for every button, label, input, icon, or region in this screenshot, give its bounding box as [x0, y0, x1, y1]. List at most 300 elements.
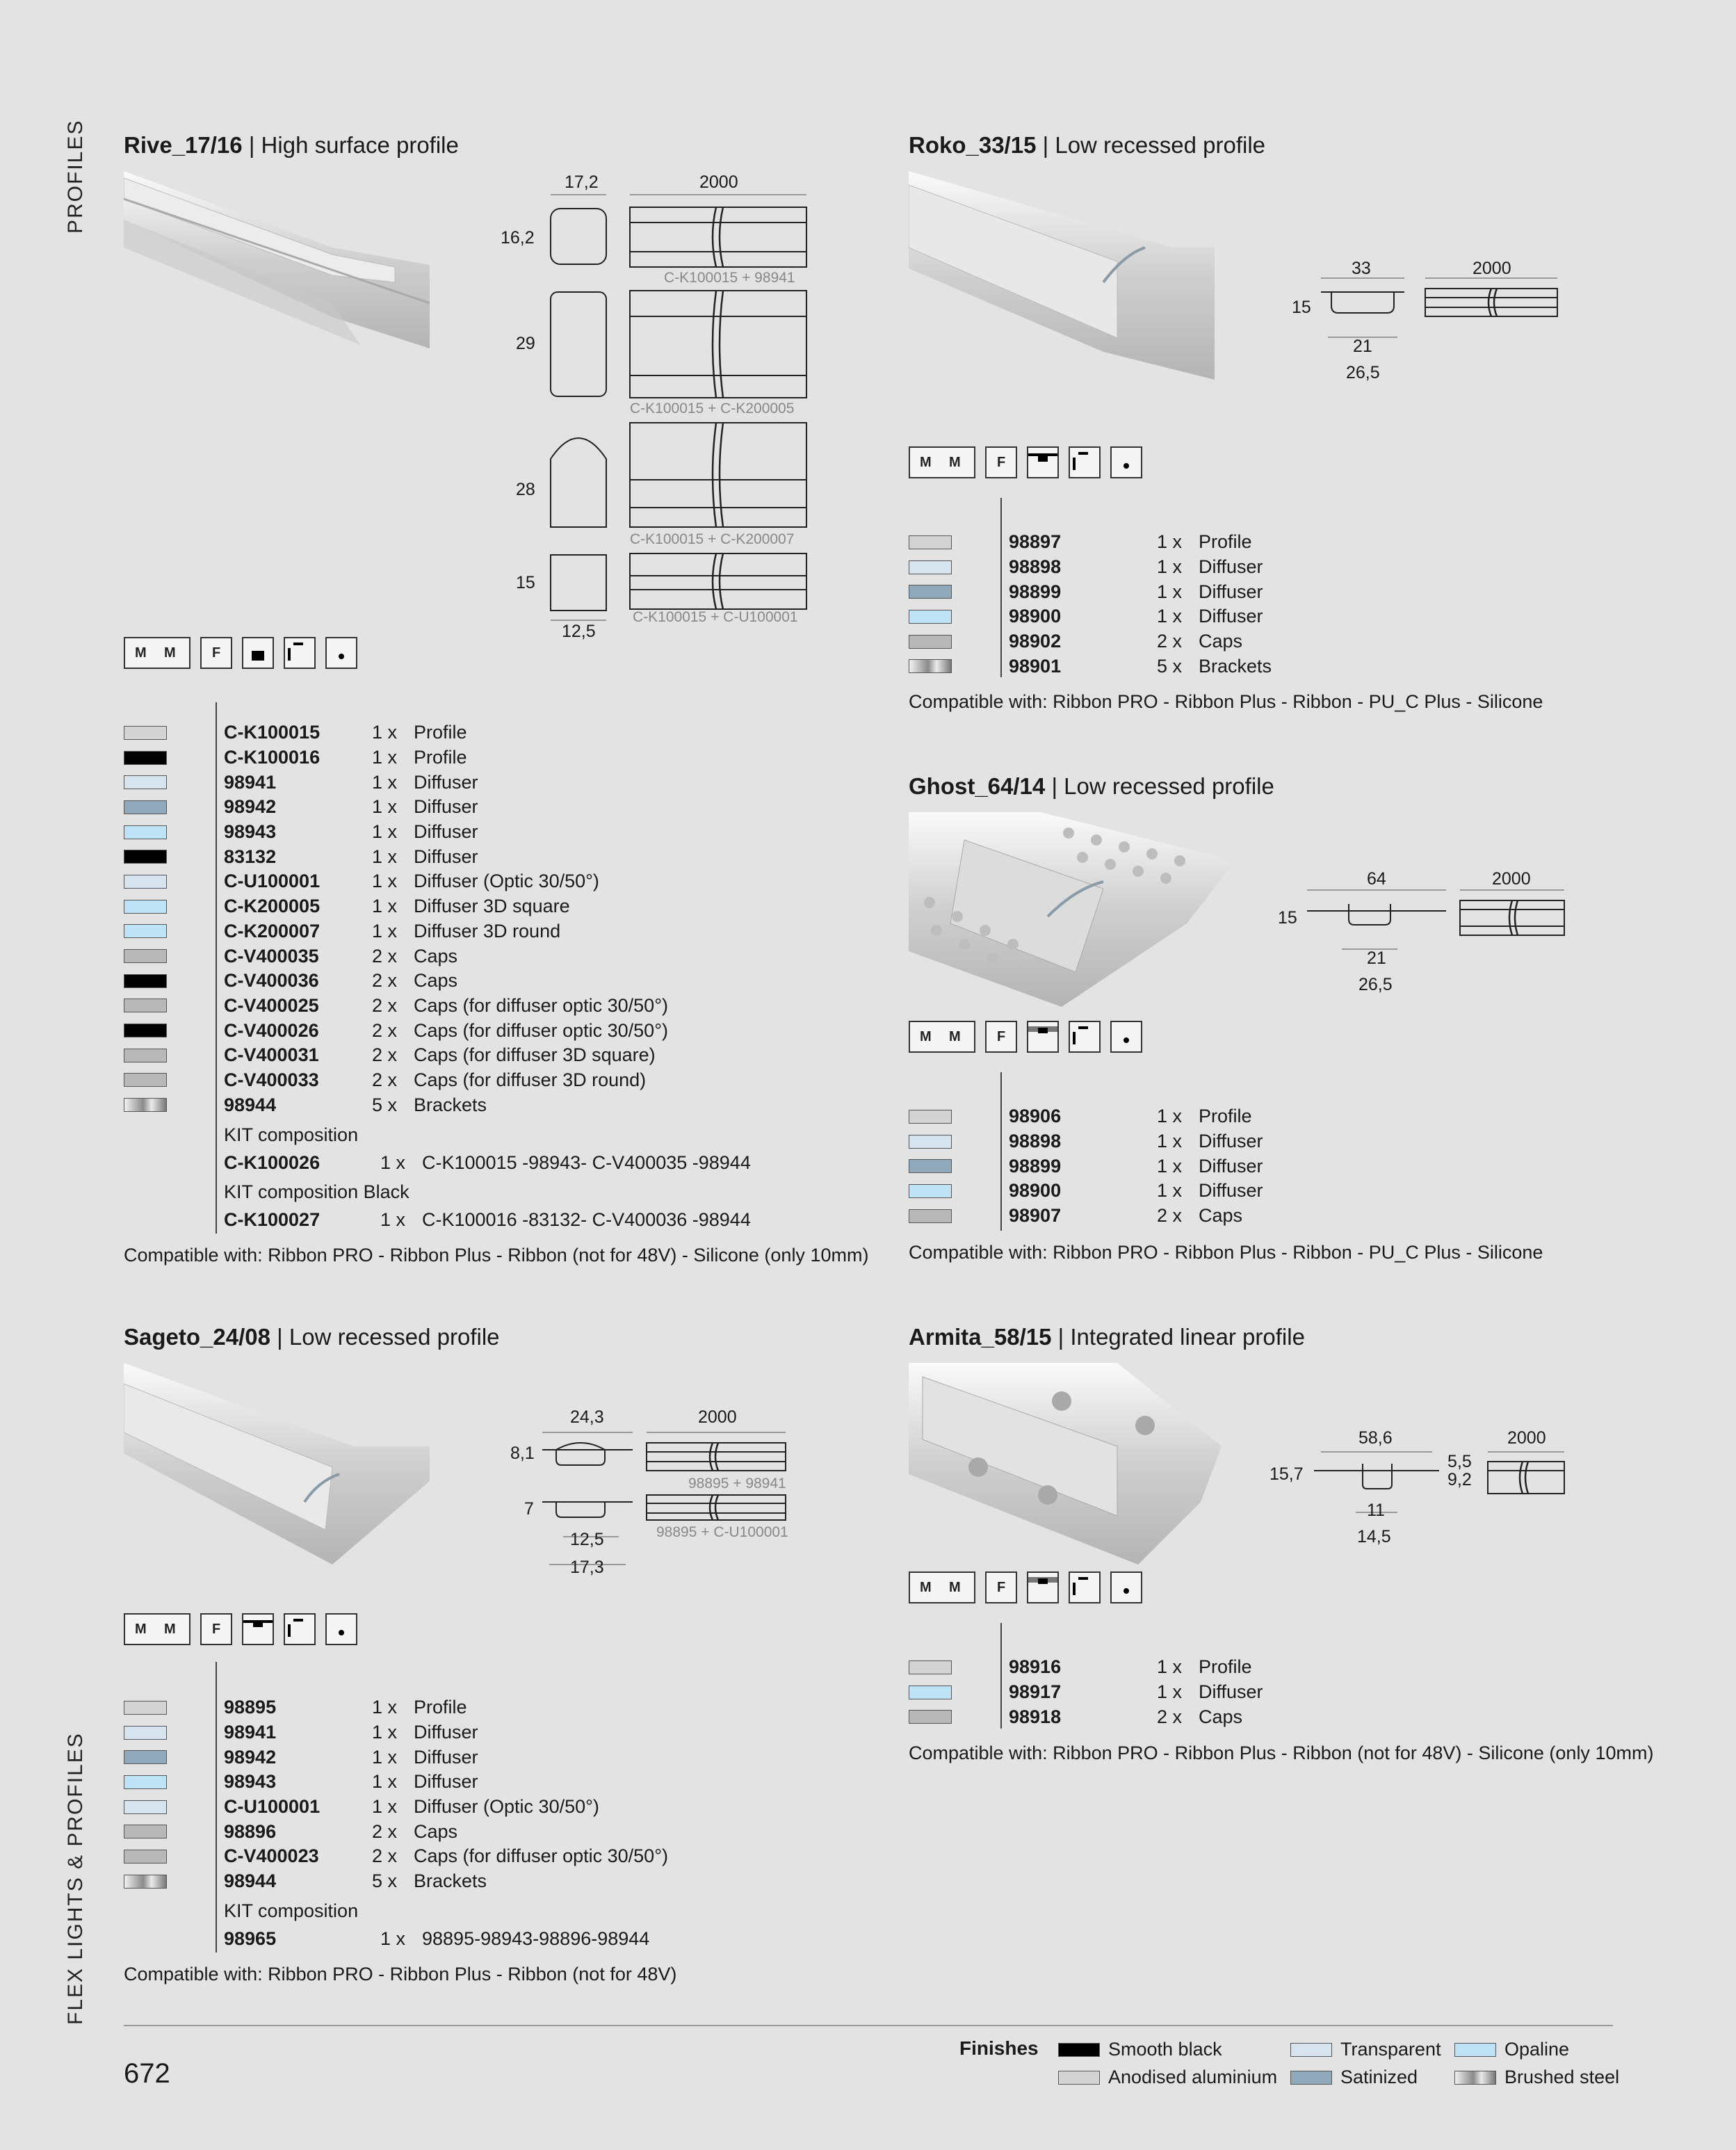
- part-row: [124, 1092, 668, 1117]
- rive-section: [124, 132, 459, 159]
- part-desc: Caps: [1199, 1205, 1243, 1227]
- part-row: [909, 579, 1272, 604]
- part-qty: 1 x: [1157, 1656, 1183, 1678]
- sageto-dim-width: 24,3: [570, 1407, 604, 1427]
- f-mount-icon: F: [200, 637, 232, 669]
- part-qty: 5 x: [372, 1870, 398, 1892]
- part-qty: 1 x: [372, 871, 398, 892]
- part-code: C-V400033: [224, 1069, 319, 1090]
- part-desc: Diffuser: [414, 846, 478, 867]
- finish-label: Satinized: [1340, 2067, 1418, 2087]
- part-row: [124, 1043, 668, 1068]
- finish-swatch: [124, 1850, 167, 1864]
- part-row: [124, 1844, 668, 1869]
- part-qty: 2 x: [372, 1044, 398, 1066]
- finish-brushed-steel: [1454, 2067, 1619, 2088]
- armita-parts-table: [909, 1655, 1263, 1729]
- rive-caption-4: C-K100015 + C-U100001: [633, 609, 798, 625]
- finish-swatch: [909, 1110, 952, 1124]
- mm-mount-icon: M M: [909, 446, 975, 478]
- rive-kit1-row: C-K100026 1 x C-K100015 -98943- C-V400035 -98944: [224, 1151, 751, 1173]
- part-qty: 2 x: [1157, 1205, 1183, 1227]
- part-qty: 1 x: [372, 1746, 398, 1768]
- part-desc: Diffuser: [1199, 581, 1263, 602]
- armita-dim-outer: 14,5: [1357, 1527, 1391, 1546]
- part-row: [124, 994, 668, 1019]
- finish-swatch: [124, 850, 167, 864]
- part-qty: 1 x: [1157, 1681, 1183, 1703]
- roko-dim-length: 2000: [1473, 259, 1511, 278]
- part-qty: 2 x: [372, 1845, 398, 1867]
- finish-transparent: [1290, 2039, 1441, 2060]
- finish-swatch: [1454, 2043, 1496, 2057]
- part-desc: Diffuser: [414, 771, 478, 793]
- part-code: 98918: [1009, 1706, 1062, 1727]
- part-code: 98896: [224, 1820, 277, 1842]
- part-code: 98941: [224, 1722, 277, 1743]
- surface-mount-icon: [242, 637, 274, 669]
- part-desc: Caps: [1199, 631, 1243, 652]
- rive-dim-length: 2000: [699, 172, 738, 192]
- part-qty: 1 x: [372, 920, 398, 941]
- finish-swatch: [124, 825, 167, 839]
- rive-title: Rive_17/16 | High surface profile: [124, 132, 459, 158]
- sageto-dim-outer: 17,3: [570, 1558, 604, 1577]
- part-desc: Profile: [1199, 1106, 1252, 1127]
- ghost-product-photo: [909, 812, 1242, 1007]
- sageto-kit1-label: KIT composition: [224, 1900, 359, 1921]
- sageto-section: [124, 1324, 500, 1350]
- sageto-product-photo: [124, 1363, 430, 1565]
- roko-dim-outer: 26,5: [1346, 363, 1380, 382]
- part-code: C-V400031: [224, 1044, 319, 1066]
- part-row: [124, 1819, 668, 1844]
- sageto-dim-length: 2000: [698, 1407, 737, 1427]
- armita-title: Armita_58/15 | Integrated linear profile: [909, 1324, 1305, 1350]
- finish-swatch: [909, 535, 952, 549]
- rive-caption-2: C-K100015 + C-K200005: [630, 401, 795, 417]
- sageto-title: Sageto_24/08 | Low recessed profile: [124, 1324, 500, 1350]
- part-qty: 1 x: [1157, 1131, 1183, 1152]
- part-code: C-U100001: [224, 871, 321, 892]
- part-row: [124, 1720, 668, 1745]
- finish-swatch: [124, 1775, 167, 1789]
- rive-mounting-icons: [124, 637, 357, 669]
- part-row: [124, 1068, 668, 1093]
- roko-parts-table: [909, 530, 1272, 679]
- part-code: 98943: [224, 1771, 277, 1793]
- finish-swatch: [1058, 2043, 1100, 2057]
- part-qty: 2 x: [372, 1820, 398, 1842]
- part-desc: Diffuser (Optic 30/50°): [414, 871, 599, 892]
- part-desc: Diffuser: [414, 1722, 478, 1743]
- finish-label: Anodised aluminium: [1108, 2067, 1278, 2087]
- part-desc: Profile: [414, 747, 467, 768]
- part-desc: Diffuser: [1199, 1180, 1263, 1202]
- part-desc: Caps: [414, 945, 458, 967]
- bracket-mount-icon: [284, 1613, 316, 1645]
- part-row: [124, 1695, 668, 1720]
- finish-opaline: [1454, 2039, 1569, 2060]
- part-code: C-K100015: [224, 722, 321, 743]
- part-row: [124, 1745, 668, 1770]
- finish-swatch: [909, 1660, 952, 1674]
- part-row: [909, 555, 1272, 580]
- finish-label: Transparent: [1340, 2039, 1441, 2060]
- part-row: [909, 1129, 1263, 1154]
- recessed-mount-icon: [242, 1613, 274, 1645]
- part-qty: 2 x: [372, 945, 398, 967]
- armita-dim-inner: 11: [1367, 1501, 1385, 1520]
- ghost-dim-h: 15: [1278, 908, 1297, 928]
- part-code: 98898: [1009, 1131, 1062, 1152]
- rive-kit2-label: KIT composition Black: [224, 1181, 409, 1202]
- finish-swatch: [124, 900, 167, 914]
- part-row: [124, 919, 668, 944]
- part-qty: 2 x: [1157, 631, 1183, 652]
- finish-swatch: [124, 751, 167, 765]
- finish-swatch: [1058, 2071, 1100, 2085]
- part-qty: 1 x: [1157, 556, 1183, 578]
- sageto-dim-inner: 12,5: [570, 1530, 604, 1549]
- ghost-dim-outer: 26,5: [1358, 975, 1393, 994]
- part-qty: 1 x: [372, 747, 398, 768]
- indoor-use-icon: [1110, 446, 1142, 478]
- finish-swatch: [909, 560, 952, 574]
- finish-swatch: [909, 1209, 952, 1223]
- part-code: 98944: [224, 1094, 277, 1115]
- sageto-kit1-row: 98965 1 x 98895-98943-98896-98944: [224, 1927, 650, 1949]
- part-row: [124, 894, 668, 919]
- part-code: C-U100001: [224, 1796, 321, 1818]
- roko-section: [909, 132, 1265, 159]
- part-code: 98906: [1009, 1106, 1062, 1127]
- part-desc: Diffuser 3D round: [414, 920, 561, 941]
- part-row: [909, 530, 1272, 555]
- finish-swatch: [124, 1875, 167, 1889]
- part-qty: 2 x: [1157, 1706, 1183, 1727]
- part-code: 98902: [1009, 631, 1062, 652]
- part-qty: 1 x: [1157, 606, 1183, 627]
- part-code: 98942: [224, 796, 277, 818]
- part-row: [124, 969, 668, 994]
- part-row: [124, 770, 668, 795]
- indoor-use-icon: [1110, 1571, 1142, 1603]
- part-desc: Caps: [414, 970, 458, 992]
- part-code: 98942: [224, 1746, 277, 1768]
- rive-dim-width: 17,2: [565, 172, 599, 192]
- rive-product-photo: [124, 171, 430, 348]
- part-qty: 1 x: [372, 896, 398, 917]
- finish-swatch: [124, 1825, 167, 1838]
- part-code: 98899: [1009, 1155, 1062, 1177]
- part-code: 98895: [224, 1697, 277, 1718]
- part-row: [909, 1104, 1263, 1129]
- part-qty: 1 x: [372, 1771, 398, 1793]
- finish-swatch: [1454, 2071, 1496, 2085]
- part-qty: 1 x: [372, 821, 398, 843]
- armita-dim-h: 15,7: [1269, 1464, 1304, 1484]
- armita-dim-width: 58,6: [1358, 1428, 1393, 1448]
- ghost-compatibility: Compatible with: Ribbon PRO - Ribbon Plus - Ribbon - PU_C Plus - Silicone: [909, 1242, 1543, 1263]
- finish-swatch: [124, 949, 167, 963]
- finish-swatch: [124, 1750, 167, 1764]
- part-desc: Diffuser: [414, 821, 478, 843]
- part-desc: Diffuser: [414, 1746, 478, 1768]
- finish-satinized: [1290, 2067, 1418, 2088]
- finish-swatch: [124, 726, 167, 740]
- rive-dim-h4: 15: [516, 573, 535, 592]
- part-desc: Profile: [1199, 1656, 1252, 1678]
- sageto-caption-1: 98895 + 98941: [688, 1476, 786, 1492]
- part-qty: 2 x: [372, 970, 398, 992]
- part-qty: 5 x: [372, 1094, 398, 1115]
- part-row: [124, 869, 668, 894]
- part-row: [124, 720, 668, 745]
- part-row: [909, 1704, 1263, 1729]
- part-qty: 2 x: [372, 1019, 398, 1041]
- finish-swatch: [124, 875, 167, 889]
- part-row: [909, 629, 1272, 654]
- armita-dim-length: 2000: [1507, 1428, 1546, 1448]
- part-code: C-V400025: [224, 994, 319, 1016]
- part-code: 98941: [224, 771, 277, 793]
- mm-mount-icon: M M: [909, 1021, 975, 1053]
- part-row: [909, 1680, 1263, 1705]
- ghost-title: Ghost_64/14 | Low recessed profile: [909, 773, 1274, 799]
- part-row: [909, 654, 1272, 679]
- part-code: 98897: [1009, 531, 1062, 553]
- finish-swatch: [909, 659, 952, 673]
- armita-product-photo: [909, 1363, 1222, 1565]
- part-qty: 1 x: [1157, 531, 1183, 553]
- bracket-mount-icon: [1069, 1571, 1101, 1603]
- sageto-caption-2: 98895 + C-U100001: [656, 1524, 788, 1540]
- part-desc: Caps: [1199, 1706, 1243, 1727]
- armita-dimension-drawings: [1307, 1432, 1571, 1551]
- finish-anodised-aluminium: [1058, 2067, 1277, 2088]
- part-code: C-K200007: [224, 920, 321, 941]
- part-desc: Diffuser: [414, 1771, 478, 1793]
- part-desc: Diffuser: [1199, 1681, 1263, 1703]
- finish-swatch: [124, 775, 167, 789]
- ghost-mounting-icons: [909, 1021, 1142, 1053]
- part-qty: 1 x: [1157, 581, 1183, 602]
- ghost-dim-inner: 21: [1367, 948, 1386, 968]
- part-desc: Profile: [414, 722, 467, 743]
- roko-compatibility: Compatible with: Ribbon PRO - Ribbon Plus - Ribbon - PU_C Plus - Silicone: [909, 691, 1543, 712]
- part-desc: Caps (for diffuser 3D round): [414, 1069, 647, 1090]
- indoor-use-icon: [325, 637, 357, 669]
- part-row: [124, 820, 668, 845]
- f-mount-icon: F: [985, 1571, 1017, 1603]
- f-mount-icon: F: [985, 446, 1017, 478]
- rive-compatibility: Compatible with: Ribbon PRO - Ribbon Plus - Ribbon (not for 48V) - Silicone (only 10mm): [124, 1245, 869, 1266]
- part-qty: 1 x: [372, 846, 398, 867]
- part-row: [124, 1869, 668, 1894]
- part-qty: 1 x: [372, 1722, 398, 1743]
- part-row: [124, 745, 668, 770]
- finish-label: Brushed steel: [1504, 2067, 1620, 2087]
- part-desc: Caps: [414, 1820, 458, 1842]
- part-code: C-K200005: [224, 896, 321, 917]
- part-qty: 1 x: [1157, 1180, 1183, 1202]
- part-code: 98900: [1009, 606, 1062, 627]
- part-qty: 1 x: [372, 1697, 398, 1718]
- part-desc: Caps (for diffuser optic 30/50°): [414, 1845, 668, 1867]
- finish-swatch: [124, 924, 167, 938]
- finish-swatch: [124, 1701, 167, 1715]
- part-row: [909, 1655, 1263, 1680]
- part-code: C-V400026: [224, 1019, 319, 1041]
- finish-label: Opaline: [1504, 2039, 1570, 2060]
- f-mount-icon: F: [200, 1613, 232, 1645]
- sageto-compatibility: Compatible with: Ribbon PRO - Ribbon Plus - Ribbon (not for 48V): [124, 1964, 677, 1985]
- rive-dim-h2: 29: [516, 334, 535, 353]
- part-code: 98901: [1009, 655, 1062, 677]
- part-row: [909, 1154, 1263, 1179]
- part-desc: Diffuser: [1199, 1131, 1263, 1152]
- recessed-mount-icon: [1027, 446, 1059, 478]
- roko-mounting-icons: [909, 446, 1142, 478]
- part-code: 98943: [224, 821, 277, 843]
- part-desc: Diffuser: [414, 796, 478, 818]
- part-desc: Diffuser 3D square: [414, 896, 570, 917]
- armita-mounting-icons: [909, 1571, 1142, 1603]
- rive-parts-table: [124, 720, 668, 1117]
- rive-dim-base: 12,5: [562, 622, 596, 641]
- rive-kit1-label: KIT composition: [224, 1124, 359, 1145]
- part-desc: Profile: [1199, 531, 1252, 553]
- bracket-mount-icon: [1069, 1021, 1101, 1053]
- part-code: 98898: [1009, 556, 1062, 578]
- part-desc: Brackets: [414, 1870, 487, 1892]
- finish-swatch: [124, 1073, 167, 1087]
- ghost-dim-width: 64: [1367, 869, 1386, 889]
- sageto-mounting-icons: [124, 1613, 357, 1645]
- part-desc: Diffuser (Optic 30/50°): [414, 1796, 599, 1818]
- part-row: [909, 1204, 1263, 1229]
- ghost-parts-table: [909, 1104, 1263, 1228]
- part-code: 98900: [1009, 1180, 1062, 1202]
- finish-swatch: [909, 1159, 952, 1173]
- part-code: 98899: [1009, 581, 1062, 602]
- finish-swatch: [124, 1049, 167, 1062]
- part-qty: 1 x: [372, 796, 398, 818]
- mm-mount-icon: M M: [124, 637, 190, 669]
- side-label-flex-lights: FLEX LIGHTS & PROFILES: [64, 1732, 87, 2025]
- roko-product-photo: [909, 171, 1215, 380]
- part-row: [124, 1795, 668, 1820]
- footer-divider: [124, 2025, 1613, 2026]
- part-row: [124, 844, 668, 869]
- bracket-mount-icon: [284, 637, 316, 669]
- rive-caption-3: C-K100015 + C-K200007: [630, 531, 795, 547]
- part-row: [124, 795, 668, 820]
- finish-swatch: [124, 1726, 167, 1740]
- part-code: C-V400036: [224, 970, 319, 992]
- side-label-profiles: PROFILES: [64, 119, 87, 234]
- part-desc: Diffuser: [1199, 556, 1263, 578]
- rive-dim-h1: 16,2: [501, 228, 535, 248]
- part-row: [124, 944, 668, 969]
- plaster-mount-icon: [1027, 1021, 1059, 1053]
- finish-swatch: [1290, 2043, 1332, 2057]
- part-row: [124, 1770, 668, 1795]
- roko-title: Roko_33/15 | Low recessed profile: [909, 132, 1266, 158]
- finish-swatch: [909, 610, 952, 624]
- part-qty: 2 x: [372, 994, 398, 1016]
- part-desc: Diffuser: [1199, 606, 1263, 627]
- f-mount-icon: F: [985, 1021, 1017, 1053]
- armita-dim-r1: 5,5: [1447, 1452, 1472, 1471]
- part-qty: 1 x: [1157, 1106, 1183, 1127]
- part-desc: Caps (for diffuser 3D square): [414, 1044, 656, 1066]
- finish-swatch: [909, 1135, 952, 1149]
- part-desc: Brackets: [414, 1094, 487, 1115]
- finish-swatch: [909, 1686, 952, 1699]
- sageto-dim-h2: 7: [524, 1499, 534, 1519]
- finish-swatch: [909, 585, 952, 599]
- finish-swatch: [909, 1184, 952, 1198]
- armita-dim-r2: 9,2: [1447, 1470, 1472, 1489]
- part-row: [909, 1179, 1263, 1204]
- part-row: [909, 604, 1272, 629]
- indoor-use-icon: [1110, 1021, 1142, 1053]
- part-code: 98944: [224, 1870, 277, 1892]
- part-row: [124, 1018, 668, 1043]
- sageto-parts-table: [124, 1695, 668, 1894]
- armita-compatibility: Compatible with: Ribbon PRO - Ribbon Plus - Ribbon (not for 48V) - Silicone (only 10mm): [909, 1743, 1654, 1763]
- roko-dim-h: 15: [1292, 298, 1311, 317]
- part-code: C-V400023: [224, 1845, 319, 1867]
- finishes-label: Finishes: [959, 2037, 1039, 2059]
- part-qty: 1 x: [1157, 1155, 1183, 1177]
- roko-dim-width: 33: [1352, 259, 1371, 278]
- part-code: 98907: [1009, 1205, 1062, 1227]
- finish-swatch: [124, 1800, 167, 1814]
- ghost-section: [909, 773, 1274, 800]
- mm-mount-icon: M M: [124, 1613, 190, 1645]
- part-qty: 1 x: [372, 771, 398, 793]
- finish-swatch: [124, 1098, 167, 1112]
- part-code: 83132: [224, 846, 277, 867]
- finish-swatch: [909, 1710, 952, 1724]
- part-qty: 2 x: [372, 1069, 398, 1090]
- part-desc: Brackets: [1199, 655, 1272, 677]
- finish-smooth-black: [1058, 2039, 1222, 2060]
- ghost-dim-length: 2000: [1492, 869, 1531, 889]
- rive-caption-1: C-K100015 + 98941: [664, 270, 795, 286]
- part-desc: Profile: [414, 1697, 467, 1718]
- finish-swatch: [124, 999, 167, 1012]
- mm-mount-icon: M M: [909, 1571, 975, 1603]
- finish-swatch: [124, 1024, 167, 1037]
- page-number: 672: [124, 2058, 170, 2089]
- part-desc: Caps (for diffuser optic 30/50°): [414, 994, 668, 1016]
- sageto-dim-h1: 8,1: [510, 1444, 535, 1463]
- finish-label: Smooth black: [1108, 2039, 1222, 2060]
- part-desc: Diffuser: [1199, 1155, 1263, 1177]
- part-qty: 5 x: [1157, 655, 1183, 677]
- part-code: C-V400035: [224, 945, 319, 967]
- part-code: 98917: [1009, 1681, 1062, 1703]
- rive-kit2-row: C-K100027 1 x C-K100016 -83132- C-V400036 -98944: [224, 1209, 751, 1230]
- finish-swatch: [124, 974, 167, 988]
- roko-dim-inner: 21: [1353, 337, 1372, 356]
- part-desc: Caps (for diffuser optic 30/50°): [414, 1019, 668, 1041]
- indoor-use-icon: [325, 1613, 357, 1645]
